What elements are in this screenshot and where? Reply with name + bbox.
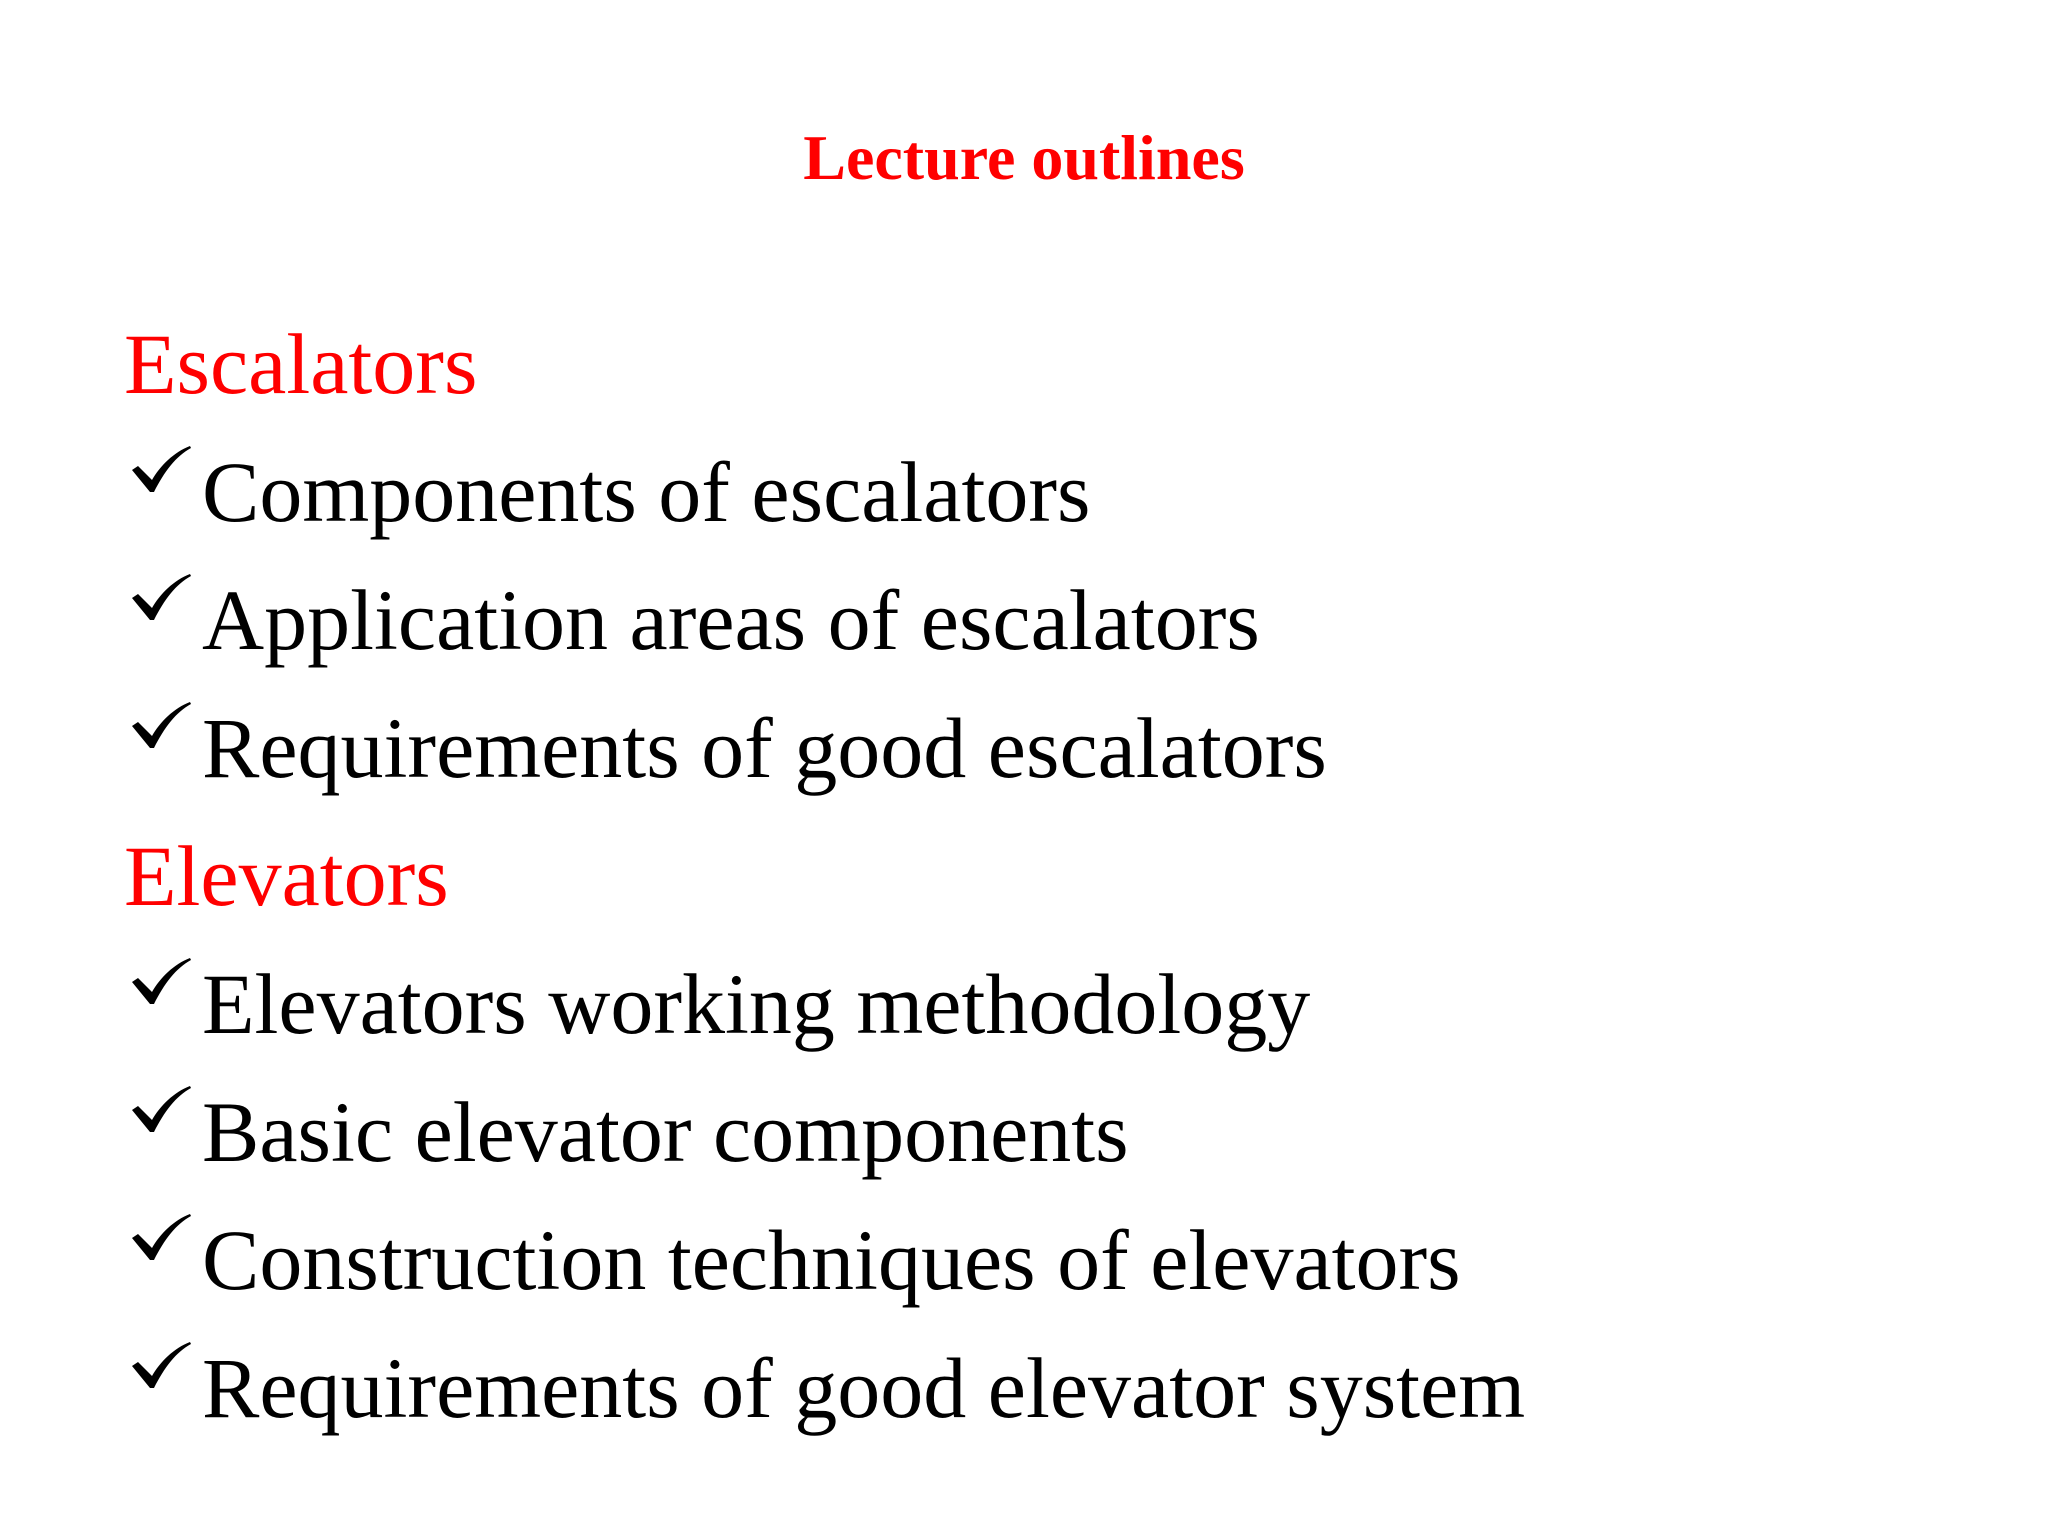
outline-list [124,300,2004,1452]
list-item-label: Components of escalators [202,444,1091,540]
section-heading-escalators: Escalators [124,316,478,412]
checkmark-icon [124,428,196,556]
checkmark-icon [124,556,196,684]
list-item [124,556,2004,684]
checkmark-icon [124,1324,196,1452]
list-item [124,684,2004,812]
slide-title: Lecture outlines [803,122,1245,193]
checkmark-icon [124,1196,196,1324]
checkmark-icon [124,1068,196,1196]
list-item-label: Construction techniques of elevators [202,1212,1461,1308]
list-item [124,1324,2004,1452]
list-item-label: Basic elevator components [202,1084,1129,1180]
section-heading-elevators: Elevators [124,828,449,924]
list-item [124,428,2004,556]
list-item-label: Requirements of good escalators [202,700,1327,796]
checkmark-icon [124,684,196,812]
list-item [124,1196,2004,1324]
list-item [124,1068,2004,1196]
list-item [124,940,2004,1068]
checkmark-icon [124,940,196,1068]
list-item-label: Requirements of good elevator system [202,1340,1526,1436]
list-item-label: Application areas of escalators [202,572,1260,668]
list-item-label: Elevators working methodology [202,956,1311,1052]
